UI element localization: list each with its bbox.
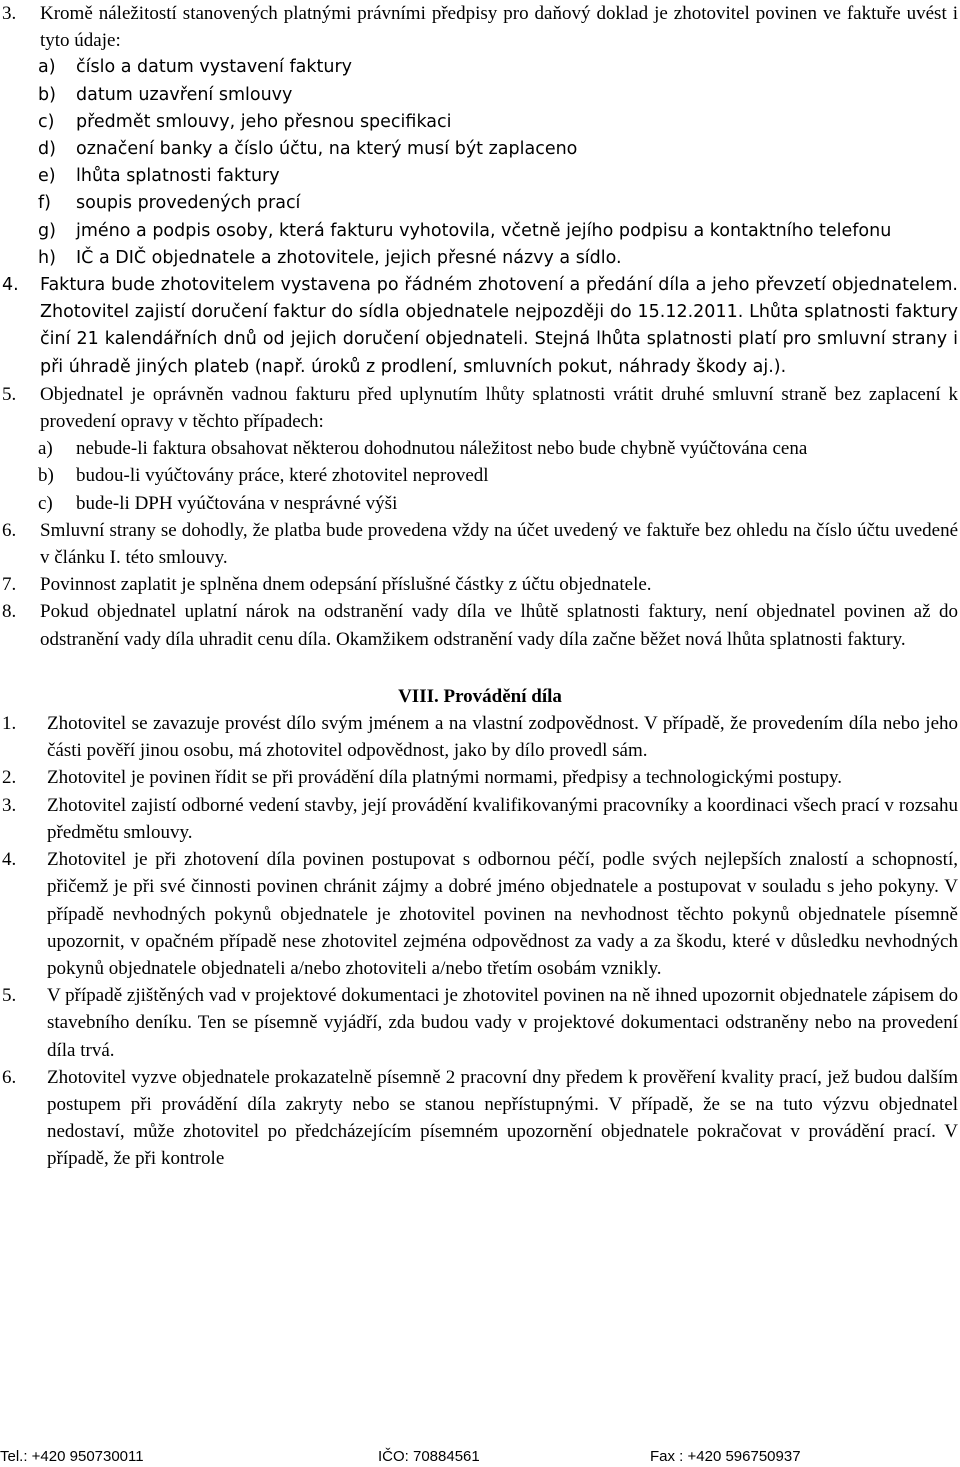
list-item bbox=[0, 82, 960, 109]
item-text: číslo a datum vystavení faktury bbox=[76, 57, 352, 78]
section-4 bbox=[0, 272, 960, 381]
section-heading: VIII. Provádění díla bbox=[398, 685, 562, 707]
clause-3 bbox=[0, 792, 960, 846]
list-item bbox=[0, 136, 960, 163]
section-text: Kromě náležitostí stanovených platnými právními předpisy pro daňový doklad je zhotovitel povinen ve faktuře uvést i tyto údaje: bbox=[40, 3, 958, 52]
section-7 bbox=[0, 571, 960, 598]
item-label: g) bbox=[38, 220, 56, 241]
item-text: soupis provedených prací bbox=[76, 193, 301, 214]
clause-text: V případě zjištěných vad v projektové dokumentaci je zhotovitel povinen na ně ihned upozornit objednatele zápisem do stavebního deníku. Ten se písemně vyjádří, zda budou vady v projektové dokumentaci odstraněny nebo na provedení díla trvá. bbox=[47, 985, 958, 1061]
item-label: e) bbox=[38, 166, 56, 187]
item-text: lhůta splatnosti faktury bbox=[76, 166, 280, 187]
clause-1 bbox=[0, 710, 960, 764]
clause-number: 4. bbox=[2, 849, 17, 871]
footer-fax: Fax : +420 596750937 bbox=[650, 1448, 801, 1465]
clause-number: 5. bbox=[2, 985, 17, 1007]
section-text: Faktura bude zhotovitelem vystavena po řádném zhotovení a předání díla a jeho převzetí objednatelem. Zhotovitel zajistí doručení faktur do sídla objednatele nejpozději do 15.12.2011. Lhůta splatnosti faktury činí 21 kalendářních dnů od jejich doručení objednateli. Stejná lhůta splatnosti platí pro smluvní strany i při úhradě jiných plateb (např. úroků z prodlení, smluvních pokut, náhrady škody aj.). bbox=[40, 275, 958, 377]
list-item bbox=[0, 435, 960, 462]
item-text: jméno a podpis osoby, která fakturu vyhotovila, včetně jejího podpisu a kontaktního telefonu bbox=[76, 220, 892, 241]
item-text: IČ a DIČ objednatele a zhotovitele, jejich přesné názvy a sídlo. bbox=[76, 247, 622, 268]
list-item bbox=[0, 490, 960, 517]
section-8 bbox=[0, 598, 960, 652]
item-text: budou-li vyúčtovány práce, které zhotovitel neprovedl bbox=[76, 465, 489, 487]
clause-number: 3. bbox=[2, 794, 17, 816]
clause-number: 6. bbox=[2, 1066, 17, 1088]
list-item bbox=[0, 245, 960, 272]
item-label: c) bbox=[38, 111, 55, 132]
item-label: d) bbox=[38, 139, 56, 160]
clause-2 bbox=[0, 764, 960, 791]
list-item bbox=[0, 218, 960, 245]
item-text: předmět smlouvy, jeho přesnou specifikaci bbox=[76, 111, 452, 132]
item-label: c) bbox=[38, 492, 53, 514]
footer-company-id: IČO: 70884561 bbox=[378, 1448, 480, 1465]
list-item bbox=[0, 54, 960, 81]
section-3 bbox=[0, 0, 960, 54]
list-item bbox=[0, 109, 960, 136]
item-label: b) bbox=[38, 465, 54, 487]
list-item bbox=[0, 462, 960, 489]
clause-4 bbox=[0, 846, 960, 982]
item-label: b) bbox=[38, 84, 56, 105]
footer-phone: Tel.: +420 950730011 bbox=[0, 1448, 144, 1465]
clause-6 bbox=[0, 1064, 960, 1173]
section-number: 4. bbox=[2, 275, 19, 296]
section-text: Smluvní strany se dohodly, že platba bude provedena vždy na účet uvedený ve faktuře bez ohledu na číslo účtu uvedené v článku I. této smlouvy. bbox=[40, 519, 958, 569]
item-text: bude-li DPH vyúčtována v nesprávné výši bbox=[76, 492, 398, 514]
item-text: označení banky a číslo účtu, na který musí být zaplaceno bbox=[76, 139, 578, 160]
item-label: a) bbox=[38, 438, 53, 460]
clause-text: Zhotovitel vyzve objednatele prokazatelně písemně 2 pracovní dny předem k prověření kvality prací, jež budou dalším postupem při provádění díla zakryty nebo se stanou nepřístupnými. V případě, že se na tuto výzvu objednatel nedostaví, může zhotovitel po předcházejícím písemném upozornění objednatele pokračovat v provádění prací. V případě, že při kontrole bbox=[47, 1066, 958, 1170]
clause-5 bbox=[0, 982, 960, 1064]
item-label: a) bbox=[38, 57, 56, 78]
section-6 bbox=[0, 517, 960, 571]
section-number: 8. bbox=[2, 601, 17, 623]
clause-text: Zhotovitel se zavazuje provést dílo svým jménem a na vlastní zodpovědnost. V případě, že provedením díla nebo jeho části pověří jinou osobu, má zhotovitel odpovědnost, jako by dílo provedl sám. bbox=[47, 713, 958, 762]
section-5 bbox=[0, 381, 960, 435]
clause-number: 2. bbox=[2, 767, 17, 789]
section-text: Povinnost zaplatit je splněna dnem odepsání příslušné částky z účtu objednatele. bbox=[40, 574, 652, 596]
clause-text: Zhotovitel je povinen řídit se při provádění díla platnými normami, předpisy a technologickými postupy. bbox=[47, 767, 843, 789]
item-label: f) bbox=[38, 193, 51, 214]
item-label: h) bbox=[38, 247, 56, 268]
clause-text: Zhotovitel zajistí odborné vedení stavby, její provádění kvalifikovanými pracovníky a koordinaci všech prací v rozsahu předmětu smlouvy. bbox=[47, 794, 958, 843]
section-text: Objednatel je oprávněn vadnou fakturu před uplynutím lhůty splatnosti vrátit druhé smluvní straně bez zaplacení k provedení opravy v těchto případech: bbox=[40, 383, 958, 433]
item-text: datum uzavření smlouvy bbox=[76, 84, 293, 105]
clause-text: Zhotovitel je při zhotovení díla povinen postupovat s odbornou péčí, podle svých nejlepších znalostí a schopností, přičemž je při své činnosti povinen chránit zájmy a dobré jméno objednatele a postupovat v souladu s jeho pokyny. V případě nevhodných pokynů objednatele je zhotovitel povinen na nevhodnost těchto pokynů objednatele písemně upozornit, v opačném případě nese zhotovitel zejména odpovědnost za vady a za škodu, které v důsledku nevhodných pokynů objednatele objednateli a/nebo zhotoviteli a/nebo třetím osobám vznikly. bbox=[47, 849, 958, 979]
clause-number: 1. bbox=[2, 713, 17, 735]
section-text: Pokud objednatel uplatní nárok na odstranění vady díla ve lhůtě splatnosti faktury, není objednatel povinen až do odstranění vady díla uhradit cenu díla. Okamžikem odstranění vady díla začne běžet nová lhůta splatnosti faktury. bbox=[40, 601, 958, 650]
item-text: nebude-li faktura obsahovat některou dohodnutou náležitost nebo bude chybně vyúčtována cena bbox=[76, 438, 808, 460]
list-item bbox=[0, 163, 960, 190]
page-footer bbox=[0, 1448, 960, 1467]
section-number: 6. bbox=[2, 519, 17, 541]
section-number: 7. bbox=[2, 574, 17, 596]
list-item bbox=[0, 190, 960, 217]
section-number: 5. bbox=[2, 383, 17, 405]
section-number: 3. bbox=[2, 3, 17, 24]
